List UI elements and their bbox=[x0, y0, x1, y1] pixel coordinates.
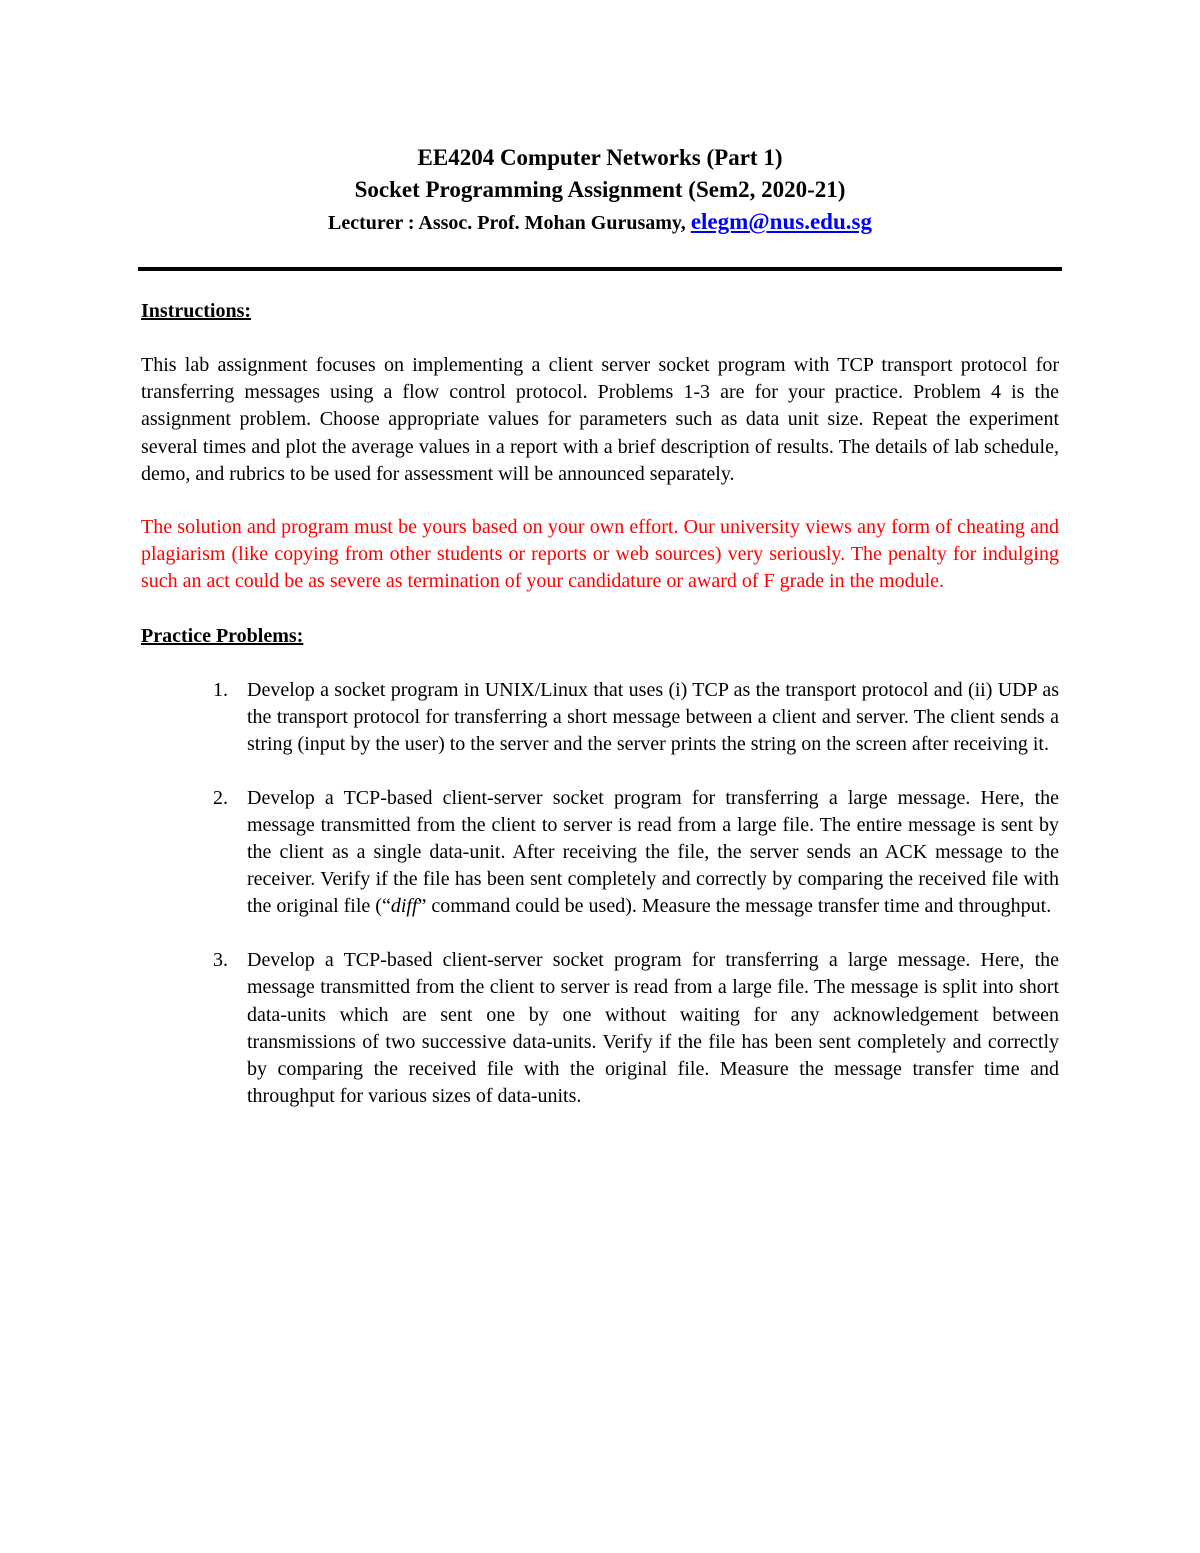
instructions-paragraph: This lab assignment focuses on implementing a client server socket program with TCP transport protocol for transferring messages using a flow control protocol. Problems 1-3 are for your practice. Problem 4 is the assignment problem. Choose appropriate values for parameters such as data unit size. Repeat the experiment several times and plot the average values in a report with a brief description of results. The details of lab schedule, demo, and rubrics to be used for assessment will be announced separately. bbox=[141, 354, 1059, 485]
list-item bbox=[141, 785, 1059, 920]
list-item-text-part: Develop a TCP-based client-server socket program for transferring a large message. Here, the message transmitted from the client to server is read from a large file. The entire message is sent by the client as a single data-unit. After receiving the file, the server sends an ACK message to the receiver. Verify if the file has been sent completely and correctly by comparing the received file with the original file (“ bbox=[247, 786, 1059, 918]
list-item-number: 2. bbox=[213, 786, 228, 809]
diff-command-text: diff bbox=[390, 895, 418, 918]
practice-problems-list bbox=[141, 677, 1059, 1110]
lecturer-label: Lecturer : Assoc. Prof. Mohan Gurusamy, bbox=[328, 212, 691, 234]
list-item-text: Develop a socket program in UNIX/Linux that uses (i) TCP as the transport protocol and (ii) UDP as the transport protocol for transferring a short message between a client and server. The client sends a string (input by the user) to the server and the server prints the string on the screen after receiving it. bbox=[247, 678, 1059, 755]
lecturer-line bbox=[0, 206, 1200, 239]
list-item-number: 3. bbox=[213, 949, 228, 972]
header-divider bbox=[138, 267, 1062, 271]
practice-problems-heading: Practice Problems: bbox=[141, 624, 304, 647]
list-item-number: 1. bbox=[213, 678, 228, 701]
lecturer-email-link[interactable]: elegm@nus.edu.sg bbox=[690, 209, 872, 234]
instructions-heading: Instructions: bbox=[141, 300, 252, 322]
list-item-text bbox=[247, 787, 1059, 917]
list-item-text-part: ” command could be used). Measure the message transfer time and throughput. bbox=[417, 895, 1052, 918]
list-item bbox=[141, 677, 1059, 758]
course-title: EE4204 Computer Networks (Part 1) bbox=[417, 145, 783, 170]
plagiarism-warning: The solution and program must be yours based on your own effort. Our university views any form of cheating and plagiarism (like copying from other students or reports or web sources) very seriously. The penalty for indulging such an act could be as severe as termination of your candidature or award of F grade in the module. bbox=[141, 516, 1059, 593]
document-header bbox=[0, 142, 1200, 239]
list-item-text: Develop a TCP-based client-server socket program for transferring a large message. Here, the message transmitted from the client to server is read from a large file. The message is split into short data-units which are sent one by one without waiting for any acknowledgement between transmissions of two successive data-units. Verify if the file has been sent completely and correctly by comparing the received file with the original file. Measure the message transfer time and throughput for various sizes of data-units. bbox=[247, 949, 1059, 1107]
document-body bbox=[141, 298, 1059, 1110]
list-item bbox=[141, 947, 1059, 1110]
assignment-title: Socket Programming Assignment (Sem2, 2020-21) bbox=[354, 177, 846, 202]
